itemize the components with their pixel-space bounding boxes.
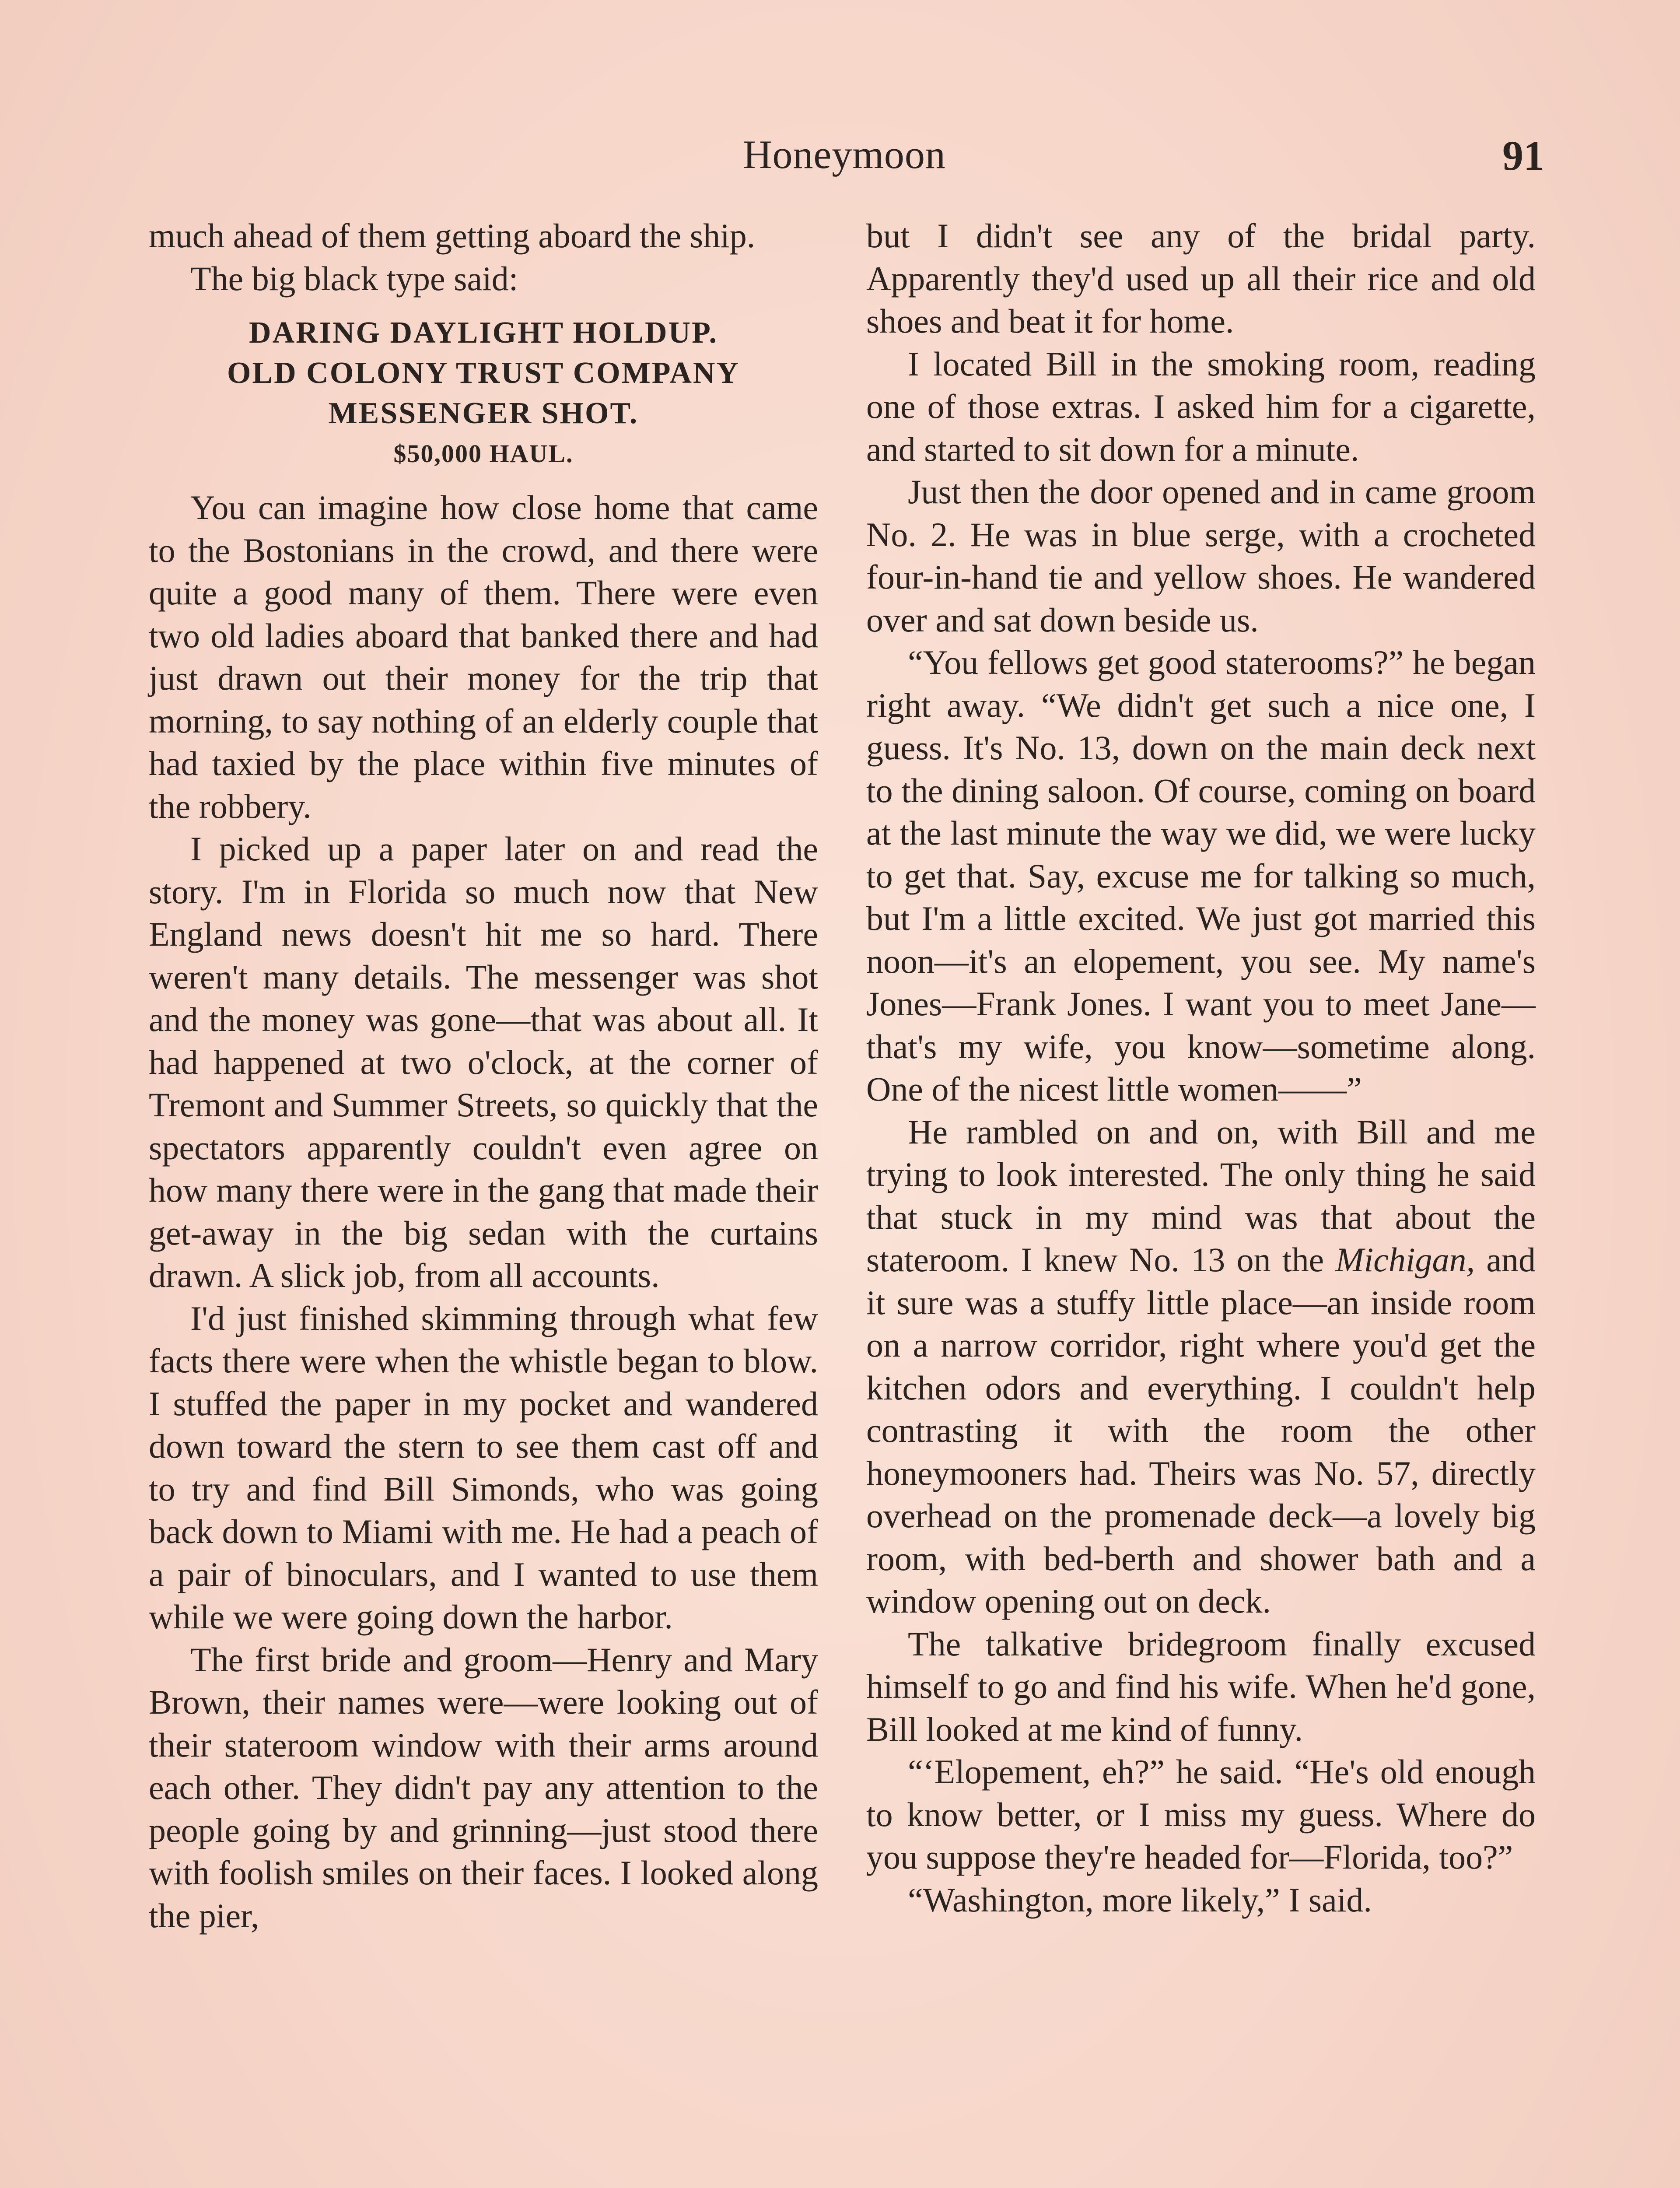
paragraph: You can imagine how close home that came to the Bostonians in the crowd, and there were quite a good many of them. There were even two old ladies aboard that banked there and had just drawn out their money for the trip that morning, to say nothing of an elderly couple that had taxied by the place within five minutes of the robbery. bbox=[149, 488, 818, 825]
headline-line: MESSENGER SHOT. bbox=[328, 396, 639, 430]
paragraph: “Washington, more likely,” I said. bbox=[908, 1880, 1372, 1919]
running-title: Honeymoon bbox=[743, 132, 946, 177]
paragraph: The talkative bridegroom finally excused himself to go and find his wife. When he'd gone, Bill looked at me kind of funny. bbox=[866, 1624, 1536, 1748]
paragraph: I picked up a paper later on and read the story. I'm in Florida so much now that New England news doesn't hit me so hard. There weren't many details. The messenger was shot and the money was gone—that was about all. It had happened at two o'clock, at the corner of Tremont and Summer Streets, so quickly that the spectators apparently couldn't even agree on how many there were in the gang that made their get-away in the big sedan with the curtains drawn. A slick job, from all accounts. bbox=[149, 830, 818, 1294]
page-number: 91 bbox=[1502, 132, 1544, 179]
paragraph: I'd just finished skimming through what few facts there were when the whistle began to blow. I stuffed the paper in my pocket and wandered down toward the stern to see them cast off and to try and find Bill Simonds, who was going back down to Miami with me. He had a peach of a pair of binoculars, and I wanted to use them while we were going down the harbor. bbox=[149, 1299, 818, 1636]
paragraph: “You fellows get good staterooms?” he began right away. “We didn't get such a nice one, I guess. It's No. 13, down on the main deck next to the dining saloon. Of course, coming on board at the last minute the way we did, we were lucky to get that. Say, excuse me for talking so much, but I'm a little excited. We just got married this noon—it's an elopement, you see. My name's Jones—Frank Jones. I want you to meet Jane—that's my wife, you know—sometime along. One of the nicest little women——” bbox=[866, 643, 1536, 1108]
headline-line: OLD COLONY TRUST COMPANY bbox=[227, 356, 740, 390]
paragraph-text: He rambled on and on, with Bill and me trying to look interested. The only thing he said that stuck in my mind was that about the stateroom. I knew No. 13 on the bbox=[866, 1112, 1536, 1279]
paragraph: but I didn't see any of the bridal party. Apparently they'd used up all their rice and old shoes and beat it for home. bbox=[866, 217, 1536, 340]
paragraph: “‘Elopement, eh?” he said. “He's old enough to know better, or I miss my guess. Where do you suppose they're headed for—Florida, too?” bbox=[866, 1753, 1536, 1876]
paragraph: The big black type said: bbox=[190, 259, 518, 298]
right-column bbox=[866, 214, 1536, 1921]
page-header bbox=[144, 131, 1544, 184]
paragraph: The first bride and groom—Henry and Mary Brown, their names were—were looking out of their stateroom window with their arms around each other. They didn't pay any attention to the people going by and grinning—just stood there with foolish smiles on their faces. I looked along the pier, bbox=[149, 1640, 818, 1935]
newspaper-headline bbox=[149, 313, 818, 474]
paragraph bbox=[866, 1111, 1536, 1623]
paragraph: I located Bill in the smoking room, reading one of those extras. I asked him for a cigarette, and started to sit down for a minute. bbox=[866, 344, 1536, 468]
left-column bbox=[149, 214, 818, 1937]
headline-line: $50,000 HAUL. bbox=[393, 439, 574, 468]
ship-name: Michigan, bbox=[1335, 1241, 1475, 1279]
paragraph: much ahead of them getting aboard the ship. bbox=[149, 217, 756, 255]
paragraph: Just then the door opened and in came groom No. 2. He was in blue serge, with a crocheted four-in-hand tie and yellow shoes. He wandered over and sat down beside us. bbox=[866, 473, 1536, 639]
paragraph-text: and it sure was a stuffy little place—an inside room on a narrow corridor, right where you'd get the kitchen odors and everything. I couldn't help contrasting it with the room the other honeymooners had. Theirs was No. 57, directly overhead on the promenade deck—a lovely big room, with bed-berth and shower bath and a window opening out on deck. bbox=[866, 1241, 1536, 1620]
headline-line: DARING DAYLIGHT HOLDUP. bbox=[249, 316, 718, 350]
